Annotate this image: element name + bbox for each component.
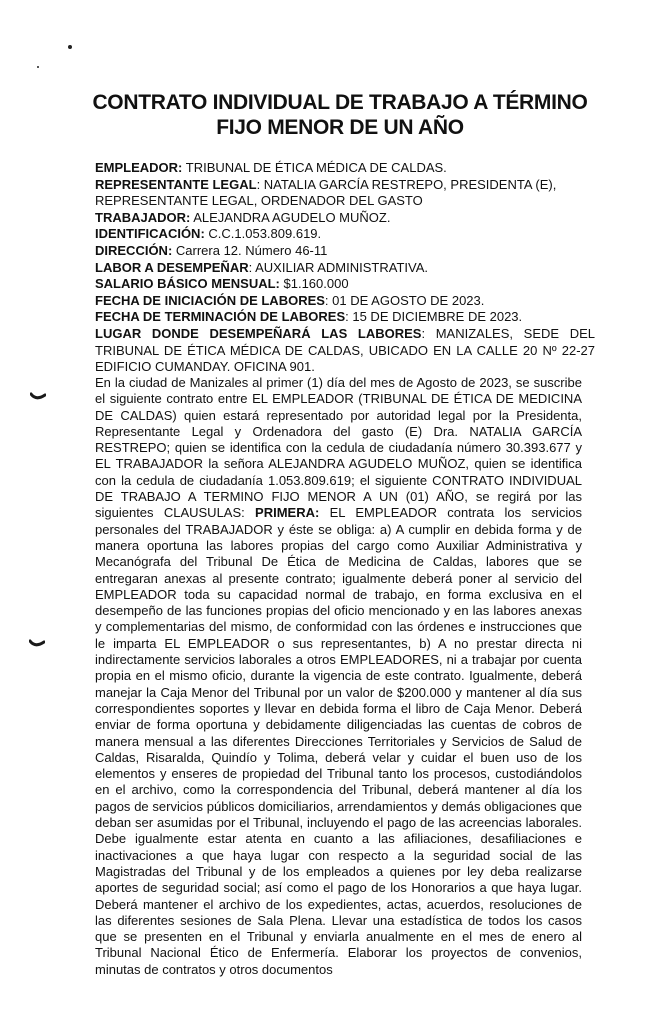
- field-value: REPRESENTANTE LEGAL, ORDENADOR DEL GASTO: [95, 193, 423, 209]
- field-value: C.C.1.053.809.619.: [204, 226, 322, 242]
- field-label: LABOR A DESEMPEÑAR: [95, 259, 249, 275]
- field-label: DIRECCIÓN:: [95, 242, 173, 258]
- field-start-date: [95, 293, 595, 310]
- field-legal-rep: [95, 177, 595, 194]
- title-line-1: CONTRATO INDIVIDUAL DE TRABAJO A TÉRMINO: [92, 91, 588, 114]
- field-employer: [95, 160, 595, 177]
- field-value: : AUXILIAR ADMINISTRATIVA.: [248, 259, 429, 275]
- field-end-date: [95, 309, 595, 326]
- document-title: [60, 90, 620, 140]
- field-value: : 01 DE AGOSTO DE 2023.: [324, 292, 485, 308]
- contract-fields: [95, 160, 595, 376]
- scan-speck: [37, 66, 39, 68]
- field-value: TRIBUNAL DE ÉTICA MÉDICA DE CALDAS.: [182, 160, 447, 175]
- field-legal-rep-cont: [95, 193, 595, 210]
- contract-body-paragraph: [95, 375, 582, 978]
- field-value: ALEJANDRA AGUDELO MUÑOZ.: [190, 209, 391, 225]
- scan-speck: [68, 45, 72, 49]
- field-value: $1.160.000: [279, 276, 349, 292]
- field-label: IDENTIFICACIÓN:: [95, 226, 205, 242]
- body-text: EL EMPLEADOR contrata los servicios personales del TRABAJADOR y éste se obliga: a) A cumplir en debida forma y de manera oportuna las labores propias del cargo como Auxiliar Administrativa y Mecanógrafa del Tribunal De Ética de Medicina de Caldas, labores que se entregaran anexas al presente contrato; igualmente deberá poner al servicio del EMPLEADOR toda su capacidad normal de trabajo, en forma exclusiva en el desempeño de las funciones propias del oficio mencionado y en las labores anexas y complementarias del mismo, de conformidad con las órdenes e instrucciones que le imparta EL EMPLEADOR o sus representantes, b) A no prestar directa ni indirectamente servicios laborales a otros EMPLEADORES, ni a trabajar por cuenta propia en el mismo oficio, durante la vigencia de este contrato. Igualmente, deberá manejar la Caja Menor del Tribunal por un valor de $200.000 y mantener al día sus correspondientes soportes y llevar en debida forma el libro de Caja Menor. Deberá enviar de forma oportuna y debidamente diligenciadas las cuentas de cobros de manera mensual a las diferentes Direcciones Territoriales y Servicios de Salud de Caldas, Risaralda, Quindío y Tolima, deberá velar y cuidar el buen uso de los elementos y enseres de propiedad del Tribunal tanto los procesos, custodiándolos en el archivo, como la correspondencia del Tribunal, deberá mantener al día los pagos de servicios públicos domiciliarios, arrendamientos y demás obligaciones que deban ser asumidas por el Tribunal, incluyendo el pago de las acreencias laborales. Debe igualmente estar atenta en cuanto a las afiliaciones, desafiliaciones e inactivaciones a que haya lugar con respecto a la seguridad social de las Magistradas del Tribunal y de los empleados a quienes por ley deba realizarse aportes de seguridad social; así como el pago de los Honorarios a que haya lugar. Deberá mantener el archivo de los expedientes, actas, acuerdos, resoluciones de las diferentes sesiones de Sala Plena. Llevar una estadística de todos los casos que se presenten en el Tribunal y enviarla anualmente en el mes de enero al Tribunal Nacional Ético de Enfermería. Elaborar los proyectos de convenios, minutas de contratos y otros documentos: [95, 505, 582, 977]
- body-text: En la ciudad de Manizales al primer (1) día del mes de Agosto de 2023, se suscribe el siguiente contrato entre EL EMPLEADOR (TRIBUNAL DE ÉTICA DE MEDICINA DE CALDAS) quien estará representado por autoridad legal por la Presidenta, Representante Legal y Ordenadora del gasto (E) Dra. NATALIA GARCÍA RESTREPO; quien se identifica con la cedula de ciudadanía número 30.393.677 y EL TRABAJADOR la señora ALEJANDRA AGUDELO MUÑOZ, quien se identifica con la cedula de ciudadanía 1.053.809.619; el siguiente CONTRATO INDIVIDUAL DE TRABAJO A TERMINO FIJO MENOR A UN (01) AÑO, se regirá por las siguientes CLAUSULAS:: [95, 375, 582, 521]
- field-label: FECHA DE INICIACIÓN DE LABORES: [95, 292, 325, 308]
- field-identification: [95, 226, 595, 243]
- field-address: [95, 243, 595, 260]
- field-label: EMPLEADOR:: [95, 160, 183, 175]
- field-value: : MANIZALES, SEDE DEL TRIBUNAL DE ÉTICA MÉDICA DE CALDAS, UBICADO EN LA CALLE 20 Nº 22-27 EDIFICIO CUMANDAY. OFICINA 901.: [95, 325, 595, 375]
- title-line-2: FIJO MENOR DE UN AÑO: [216, 116, 464, 139]
- field-label: REPRESENTANTE LEGAL: [95, 176, 257, 192]
- margin-tick-mark: [29, 639, 45, 649]
- field-salary: [95, 276, 595, 293]
- margin-tick-mark: [30, 392, 46, 402]
- field-label: FECHA DE TERMINACIÓN DE LABORES: [95, 309, 346, 325]
- field-workplace: [95, 326, 595, 376]
- field-value: : 15 DE DICIEMBRE DE 2023.: [345, 309, 523, 325]
- field-value: : NATALIA GARCÍA RESTREPO, PRESIDENTA (E),: [256, 176, 557, 192]
- field-job: [95, 260, 595, 277]
- field-value: Carrera 12. Número 46-11: [172, 242, 328, 258]
- field-label: TRABAJADOR:: [95, 209, 191, 225]
- field-label: SALARIO BÁSICO MENSUAL:: [95, 276, 280, 292]
- clause-heading: PRIMERA:: [255, 505, 320, 521]
- field-worker: [95, 210, 595, 227]
- field-label: LUGAR DONDE DESEMPEÑARÁ LAS LABORES: [95, 325, 422, 341]
